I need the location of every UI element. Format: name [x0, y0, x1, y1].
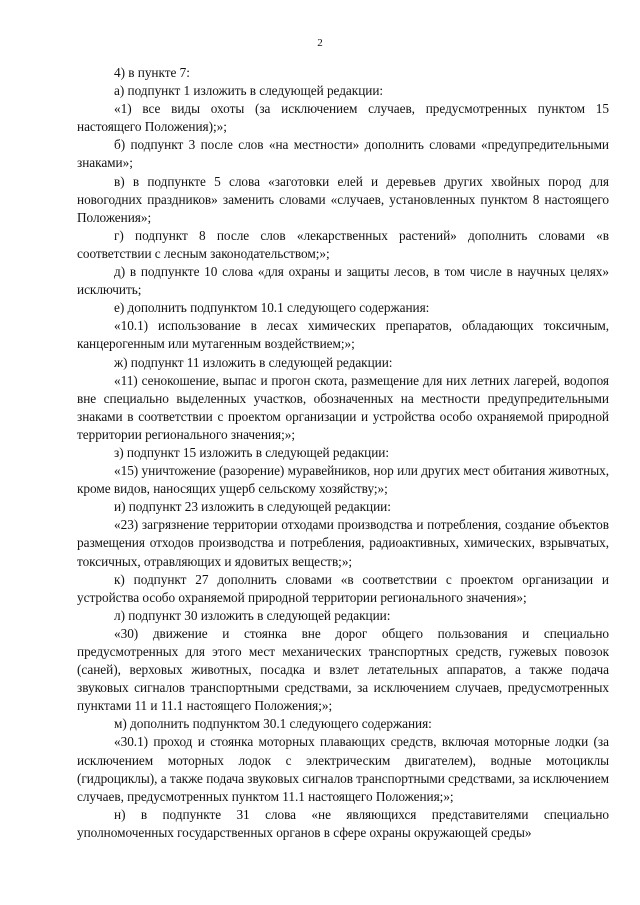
- paragraph-quote-10-1: «10.1) использование в лесах химических препаратов, обладающих токсичным, канцерогенным или мутагенным воздействием;»;: [77, 318, 609, 352]
- paragraph-subitem-i: и) подпункт 23 изложить в следующей редакции:: [114, 499, 391, 515]
- paragraph-subitem-a: а) подпункт 1 изложить в следующей редакции:: [114, 83, 384, 99]
- paragraph-quote-23: «23) загрязнение территории отходами производства и потребления, создание объектов размещения отходов производства и потребления, радиоактивных, химических, взрывчатых, токсичных, отравляющих и ядовитых веществ;»;: [77, 517, 609, 569]
- paragraph-subitem-n: н) в подпункте 31 слова «не являющихся представителями специально уполномоченных государственных органов в сфере охраны окружающей среды»: [77, 806, 609, 840]
- page-number: 2: [317, 37, 323, 49]
- paragraph-quote-1: «1) все виды охоты (за исключением случаев, предусмотренных пунктом 15 настоящего Положения);»;: [77, 101, 609, 135]
- paragraph-subitem-zh: ж) подпункт 11 изложить в следующей редакции:: [114, 354, 393, 370]
- paragraph-item-4: 4) в пункте 7:: [114, 65, 190, 80]
- paragraph-subitem-l: л) подпункт 30 изложить в следующей редакции:: [114, 607, 391, 623]
- document-body: [77, 64, 609, 842]
- paragraph-subitem-m: м) дополнить подпунктом 30.1 следующего содержания:: [114, 716, 432, 732]
- paragraph-subitem-k: к) подпункт 27 дополнить словами «в соответствии с проектом организации и устройства особо охраняемой природной территории регионального значения»;: [77, 571, 609, 605]
- paragraph-subitem-g: г) подпункт 8 после слов «лекарственных растений» дополнить словами «в соответствии с лесным законодательством;»;: [77, 227, 609, 261]
- paragraph-subitem-d: д) в подпункте 10 слова «для охраны и защиты лесов, в том числе в научных целях» исключить;: [77, 264, 609, 298]
- paragraph-quote-11: «11) сенокошение, выпас и прогон скота, размещение для них летних лагерей, водопоя вне специально выделенных участков, обозначенных на местности предупредительными знаками в соответствии с проектом организации и устройства особо охраняемой природной территории регионального значения;»;: [77, 372, 609, 442]
- paragraph-subitem-z: з) подпункт 15 изложить в следующей редакции:: [114, 444, 389, 460]
- paragraph-quote-30: «30) движение и стоянка вне дорог общего пользования и специально предусмотренных для этого мест механических транспортных средств, гужевых повозок (саней), верховых животных, посадка и взлет летательных аппаратов, а также подача звуковых сигналов транспортными средствами, за исключением случаев, предусмотренных пунктами 11 и 11.1 настоящего Положения;»;: [77, 625, 609, 714]
- paragraph-quote-15: «15) уничтожение (разорение) муравейников, нор или других мест обитания животных, кроме видов, наносящих ущерб сельскому хозяйству;»;: [77, 463, 609, 497]
- paragraph-subitem-b: б) подпункт 3 после слов «на местности» дополнить словами «предупредительными знаками»;: [77, 137, 609, 171]
- paragraph-quote-30-1: «30.1) проход и стоянка моторных плавающих средств, включая моторные лодки (за исключением моторных лодок с электрическим двигателем), водные мотоциклы (гидроциклы), а также подача звуковых сигналов транспортными средствами, за исключением случаев, предусмотренных пунктом 11.1 настоящего Положения;»;: [77, 734, 609, 804]
- paragraph-subitem-e: е) дополнить подпунктом 10.1 следующего содержания:: [114, 300, 430, 316]
- paragraph-subitem-v: в) в подпункте 5 слова «заготовки елей и деревьев других хвойных пород для новогодних праздников» заменить словами «случаев, установленных пунктом 8 настоящего Положения»;: [77, 173, 609, 225]
